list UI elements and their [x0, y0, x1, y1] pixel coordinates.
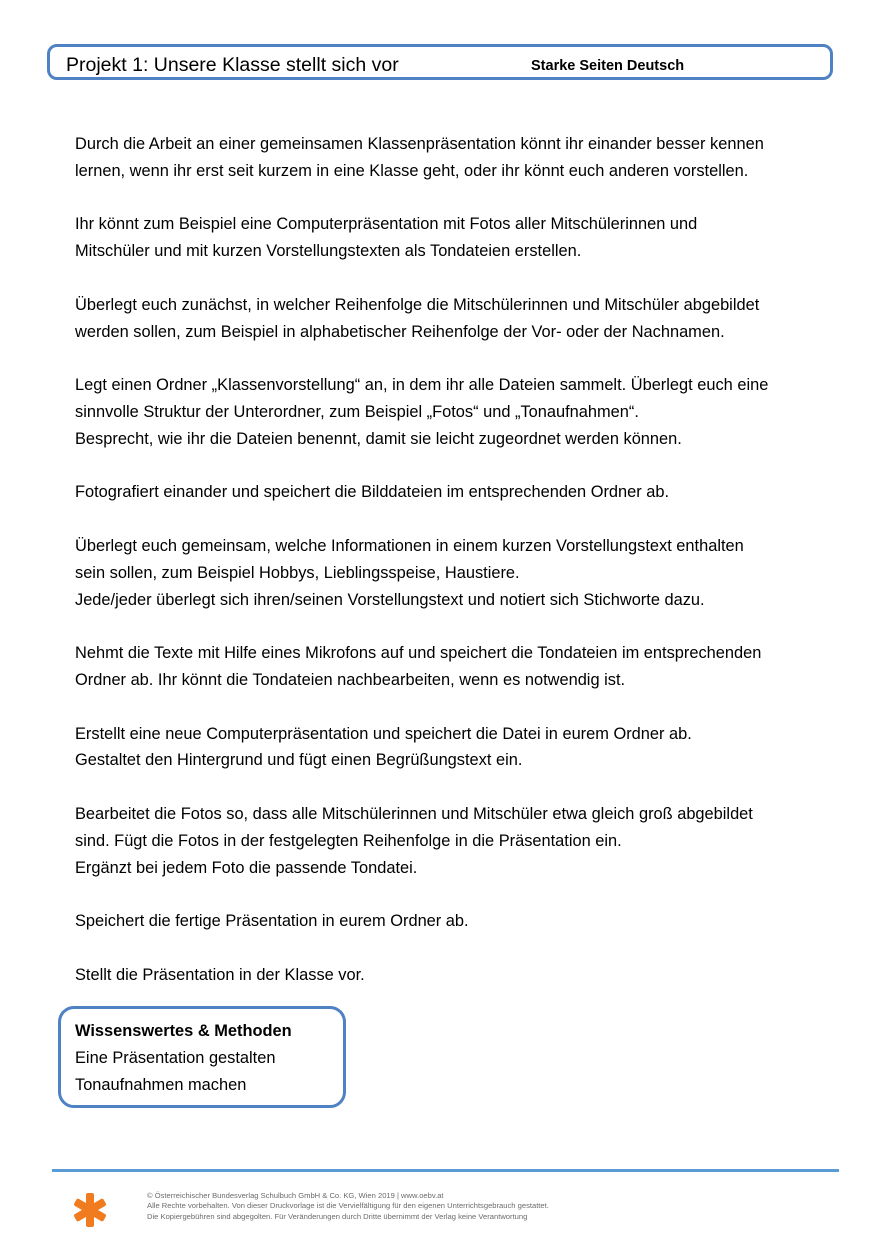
text-line: Nehmt die Texte mit Hilfe eines Mikrofons auf und speichert die Tondateien im entsprechenden [75, 644, 762, 663]
text-line: Ergänzt bei jedem Foto die passende Tondatei. [75, 858, 418, 877]
paragraph-edit-photos [75, 801, 845, 881]
text-line: Besprecht, wie ihr die Dateien benennt, damit sie leicht zugeordnet werden können. [75, 429, 682, 448]
info-box [58, 1006, 346, 1108]
paragraph-order [75, 292, 845, 346]
text-line: lernen, wenn ihr erst seit kurzem in eine Klasse geht, oder ihr könnt euch anderen vorstellen. [75, 161, 749, 180]
header-box [47, 44, 833, 80]
footer-divider [52, 1169, 839, 1172]
text-line: Legt einen Ordner „Klassenvorstellung“ an, in dem ihr alle Dateien sammelt. Überlegt euch eine [75, 376, 769, 395]
text-line: Bearbeitet die Fotos so, dass alle Mitschülerinnen und Mitschüler etwa gleich groß abgebildet [75, 804, 753, 823]
info-box-item: Eine Präsentation gestalten [75, 1048, 276, 1067]
paragraph-intro [75, 131, 845, 185]
text-line: werden sollen, zum Beispiel in alphabetischer Reihenfolge der Vor- oder der Nachnamen. [75, 322, 725, 341]
text-line: Erstellt eine neue Computerpräsentation und speichert die Datei in eurem Ordner ab. [75, 724, 692, 743]
paragraph-present [75, 962, 845, 989]
oebv-logo-icon [70, 1190, 110, 1230]
text-line: Speichert die fertige Präsentation in eurem Ordner ab. [75, 912, 469, 931]
main-text [75, 131, 845, 1015]
text-line: sind. Fügt die Fotos in der festgelegten Reihenfolge in die Präsentation ein. [75, 831, 622, 850]
text-line: Stellt die Präsentation in der Klasse vor. [75, 965, 365, 984]
text-line: Mitschüler und mit kurzen Vorstellungstexten als Tondateien erstellen. [75, 242, 582, 261]
footer-line: Alle Rechte vorbehalten. Von dieser Druckvorlage ist die Vervielfältigung für den eigenen Unterrichtsgebrauch gestattet. [147, 1201, 549, 1211]
text-line: Ordner ab. Ihr könnt die Tondateien nachbearbeiten, wenn es notwendig ist. [75, 670, 626, 689]
series-title: Starke Seiten Deutsch [531, 58, 685, 74]
info-box-heading: Wissenswertes & Methoden [75, 1022, 292, 1040]
text-line: sinnvolle Struktur der Unterordner, zum Beispiel „Fotos“ und „Tonaufnahmen“. [75, 402, 639, 421]
text-line: sein sollen, zum Beispiel Hobbys, Lieblingsspeise, Haustiere. [75, 563, 520, 582]
text-line: Überlegt euch gemeinsam, welche Informationen in einem kurzen Vorstellungstext enthalten [75, 536, 744, 555]
info-box-item: Tonaufnahmen machen [75, 1075, 247, 1094]
text-line: Gestaltet den Hintergrund und fügt einen Begrüßungstext ein. [75, 751, 523, 770]
paragraph-folder [75, 372, 845, 452]
text-line: Überlegt euch zunächst, in welcher Reihenfolge die Mitschülerinnen und Mitschüler abgebildet [75, 295, 760, 314]
paragraph-photos [75, 479, 845, 506]
paragraph-info [75, 533, 845, 613]
page-title: Projekt 1: Unsere Klasse stellt sich vor [66, 54, 399, 76]
footer-copyright [147, 1191, 549, 1222]
text-line: Durch die Arbeit an einer gemeinsamen Klassenpräsentation könnt ihr einander besser kennen [75, 135, 764, 153]
text-line: Fotografiert einander und speichert die Bilddateien im entsprechenden Ordner ab. [75, 483, 670, 502]
paragraph-presentation [75, 721, 845, 775]
footer-line: © Österreichischer Bundesverlag Schulbuch GmbH & Co. KG, Wien 2019 | www.oebv.at [147, 1191, 444, 1200]
paragraph-idea [75, 211, 845, 265]
paragraph-recording [75, 640, 845, 694]
text-line: Ihr könnt zum Beispiel eine Computerpräsentation mit Fotos aller Mitschülerinnen und [75, 215, 698, 234]
text-line: Jede/jeder überlegt sich ihren/seinen Vorstellungstext und notiert sich Stichworte dazu. [75, 590, 705, 609]
footer-line: Die Kopiergebühren sind abgegolten. Für Veränderungen durch Dritte übernimmt der Verlag keine Verantwortung [147, 1211, 528, 1221]
paragraph-save [75, 908, 845, 935]
